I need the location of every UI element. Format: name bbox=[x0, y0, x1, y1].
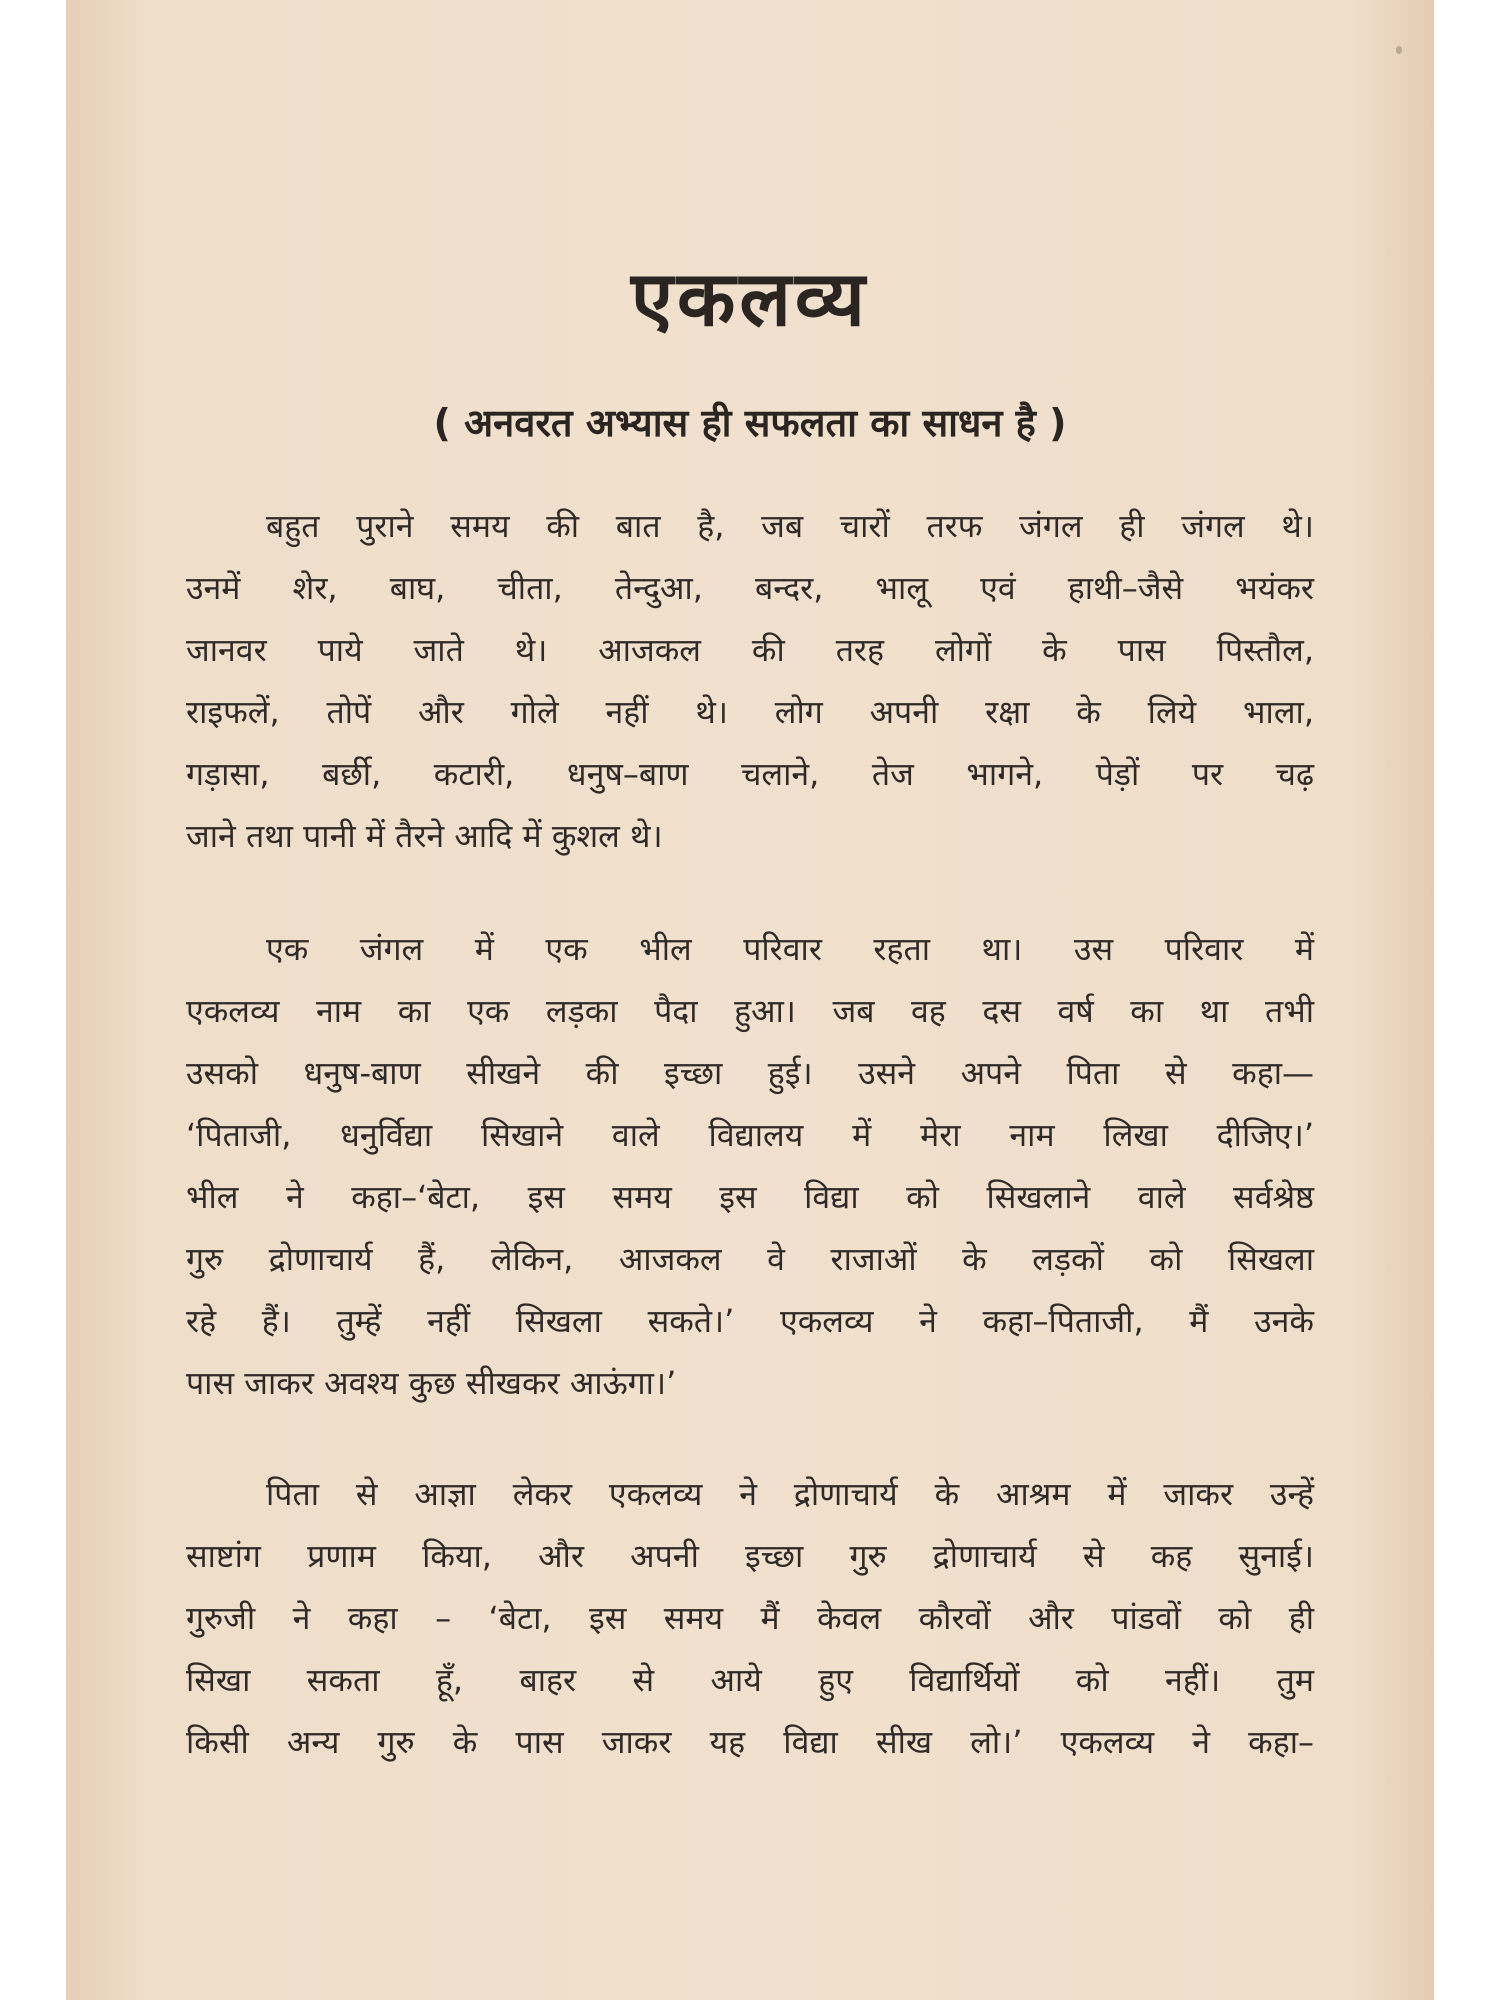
book-page bbox=[66, 0, 1434, 2000]
paragraph-3 bbox=[186, 1463, 1314, 1773]
text-line: साष्टांग प्रणाम किया, और अपनी इच्छा गुरु द्रोणाचार्य से कह सुनाई। bbox=[186, 1537, 1314, 1575]
text-line: बहुत पुराने समय की बात है, जब चारों तरफ जंगल ही जंगल थे। bbox=[266, 507, 1314, 545]
text-line: गुरु द्रोणाचार्य हैं, लेकिन, आजकल वे राजाओं के लड़कों को सिखला bbox=[186, 1240, 1314, 1278]
text-line: भील ने कहा–‘बेटा, इस समय इस विद्या को सिखलाने वाले सर्वश्रेष्ठ bbox=[186, 1178, 1314, 1216]
text-line: जाने तथा पानी में तैरने आदि में कुशल थे। bbox=[186, 817, 663, 855]
text-line: रहे हैं। तुम्हें नहीं सिखला सकते।’ एकलव्य ने कहा–पिताजी, मैं उनके bbox=[186, 1302, 1314, 1340]
text-line: पास जाकर अवश्य कुछ सीखकर आऊंगा।’ bbox=[186, 1364, 677, 1402]
text-line: एकलव्य नाम का एक लड़का पैदा हुआ। जब वह दस वर्ष का था तभी bbox=[186, 992, 1314, 1030]
paragraph-1 bbox=[186, 495, 1314, 867]
text-line: किसी अन्य गुरु के पास जाकर यह विद्या सीख लो।’ एकलव्य ने कहा– bbox=[186, 1723, 1314, 1761]
text-line: उसको धनुष-बाण सीखने की इच्छा हुई। उसने अपने पिता से कहा— bbox=[186, 1054, 1314, 1092]
page-subtitle: ( अनवरत अभ्यास ही सफलता का साधन है ) bbox=[433, 401, 1067, 445]
paragraph-2 bbox=[186, 918, 1314, 1414]
text-line: जानवर पाये जाते थे। आजकल की तरह लोगों के पास पिस्तौल, bbox=[186, 631, 1314, 669]
paper-mark bbox=[1396, 46, 1402, 54]
text-line: ‘पिताजी, धनुर्विद्या सिखाने वाले विद्यालय में मेरा नाम लिखा दीजिए।’ bbox=[186, 1116, 1314, 1154]
text-line: उनमें शेर, बाघ, चीता, तेन्दुआ, बन्दर, भालू एवं हाथी–जैसे भयंकर bbox=[186, 569, 1314, 607]
page-title: एकलव्य bbox=[631, 254, 869, 343]
text-line: गुरुजी ने कहा – ‘बेटा, इस समय मैं केवल कौरवों और पांडवों को ही bbox=[186, 1599, 1314, 1637]
text-line: एक जंगल में एक भील परिवार रहता था। उस परिवार में bbox=[266, 930, 1314, 968]
text-line: पिता से आज्ञा लेकर एकलव्य ने द्रोणाचार्य के आश्रम में जाकर उन्हें bbox=[266, 1475, 1314, 1513]
text-line: सिखा सकता हूँ, बाहर से आये हुए विद्यार्थियों को नहीं। तुम bbox=[186, 1661, 1314, 1699]
text-line: राइफलें, तोपें और गोले नहीं थे। लोग अपनी रक्षा के लिये भाला, bbox=[186, 693, 1314, 731]
text-line: गड़ासा, बर्छी, कटारी, धनुष–बाण चलाने, तेज भागने, पेड़ों पर चढ़ bbox=[186, 755, 1314, 793]
